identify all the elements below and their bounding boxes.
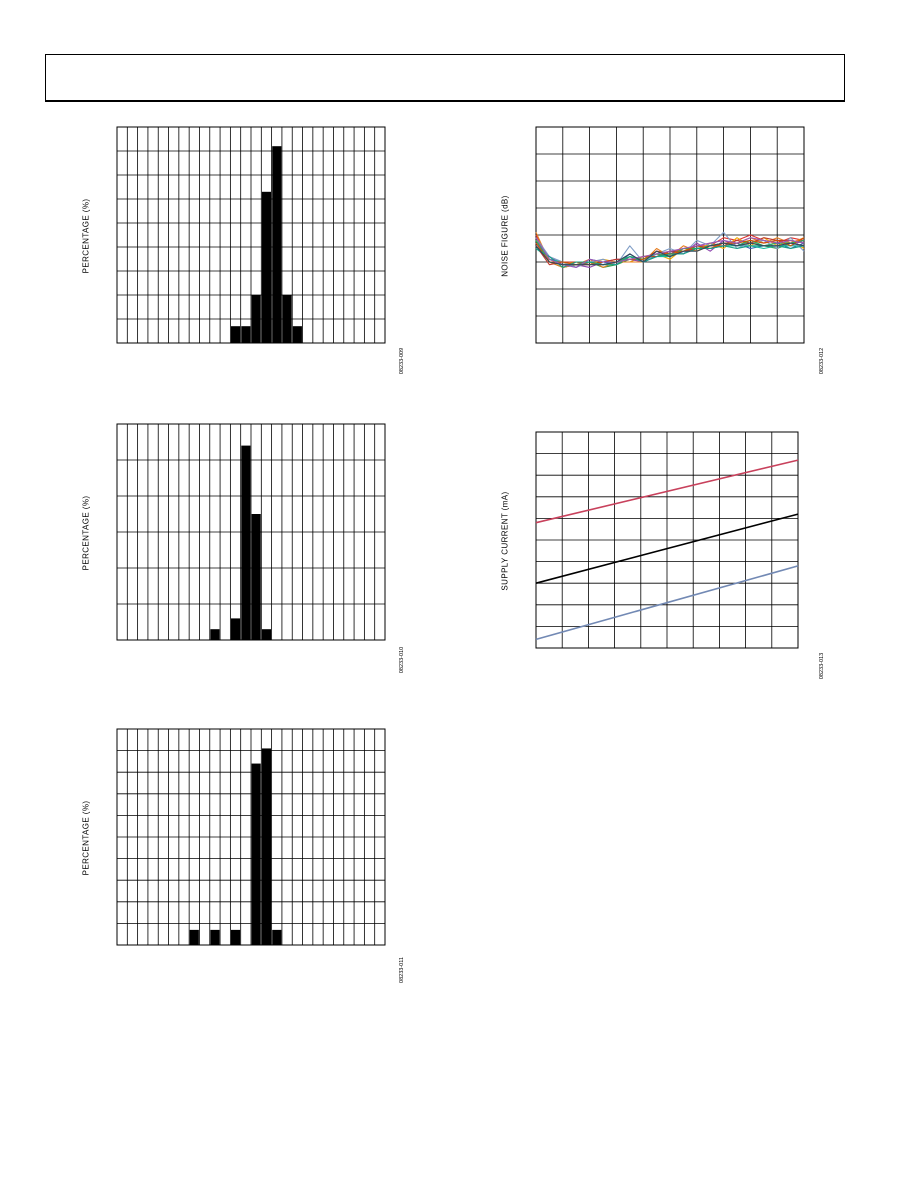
histogram-3-figure-code: 08233-011 xyxy=(399,957,405,983)
histogram-3-y-axis-label: PERCENTAGE (%) xyxy=(81,800,91,876)
histogram-2-figure-code: 08233-010 xyxy=(399,646,405,674)
histogram-1-figure-code: 08233-009 xyxy=(399,347,405,375)
noise-figure-y-axis-label: NOISE FIGURE (dB) xyxy=(500,195,510,277)
histogram-2-y-axis-label: PERCENTAGE (%) xyxy=(81,495,91,571)
histogram-1-y-axis-label: PERCENTAGE (%) xyxy=(81,198,91,274)
noise-figure-figure-code: 08233-012 xyxy=(819,347,825,375)
supply-current-y-axis-label: SUPPLY CURRENT (mA) xyxy=(500,491,510,591)
supply-current-figure-code: 08233-013 xyxy=(819,652,825,680)
